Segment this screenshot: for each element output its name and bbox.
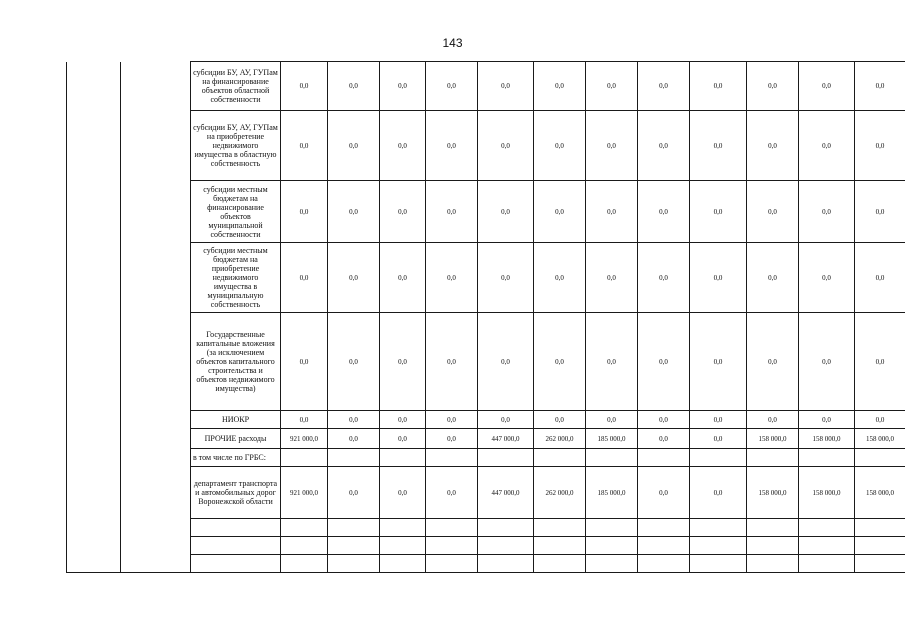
empty-cell (855, 555, 905, 573)
empty-cell (380, 519, 426, 537)
value-cell: 0,0 (586, 243, 638, 313)
empty-cell (328, 537, 380, 555)
value-cell: 0,0 (380, 313, 426, 411)
value-cell (478, 449, 534, 467)
empty-cell (426, 555, 478, 573)
value-cell: 0,0 (638, 243, 690, 313)
value-cell: 0,0 (328, 243, 380, 313)
value-cell: 0,0 (855, 243, 905, 313)
empty-cell (855, 519, 905, 537)
empty-cell (690, 519, 747, 537)
table-row (67, 62, 905, 111)
value-cell: 0,0 (747, 411, 799, 429)
value-cell: 0,0 (855, 181, 905, 243)
value-cell: 0,0 (281, 411, 328, 429)
empty-cell (281, 537, 328, 555)
value-cell (426, 449, 478, 467)
empty-cell (638, 555, 690, 573)
empty-cell (534, 519, 586, 537)
row-label: субсидии местным бюджетам на приобретение недвижимого имущества в муниципальную собственность (191, 243, 281, 313)
value-cell: 921 000,0 (281, 429, 328, 449)
value-cell: 0,0 (638, 411, 690, 429)
empty-cell (478, 537, 534, 555)
value-cell: 0,0 (690, 62, 747, 111)
value-cell: 0,0 (799, 62, 855, 111)
empty-cell (586, 537, 638, 555)
value-cell: 0,0 (478, 62, 534, 111)
value-cell: 0,0 (690, 243, 747, 313)
page-number: 143 (442, 36, 463, 50)
row-label: субсидии БУ, АУ, ГУПам на финансирование объектов областной собственности (191, 62, 281, 111)
value-cell: 0,0 (534, 111, 586, 181)
value-cell (586, 449, 638, 467)
value-cell: 158 000,0 (747, 467, 799, 519)
value-cell: 158 000,0 (799, 429, 855, 449)
value-cell: 185 000,0 (586, 429, 638, 449)
value-cell: 0,0 (690, 313, 747, 411)
value-cell: 0,0 (747, 62, 799, 111)
value-cell: 0,0 (638, 111, 690, 181)
empty-cell (328, 555, 380, 573)
empty-cell (281, 555, 328, 573)
value-cell: 0,0 (747, 181, 799, 243)
value-cell: 0,0 (534, 62, 586, 111)
empty-cell (799, 555, 855, 573)
value-cell: 0,0 (281, 313, 328, 411)
empty-cell (747, 555, 799, 573)
value-cell: 0,0 (586, 411, 638, 429)
value-cell (380, 449, 426, 467)
table-body (67, 62, 905, 573)
value-cell (638, 449, 690, 467)
value-cell: 0,0 (586, 111, 638, 181)
code-column-cell (67, 62, 121, 573)
empty-cell (426, 519, 478, 537)
value-cell: 262 000,0 (534, 429, 586, 449)
value-cell (281, 449, 328, 467)
empty-cell (638, 537, 690, 555)
value-cell: 0,0 (426, 243, 478, 313)
row-label: ПРОЧИЕ расходы (191, 429, 281, 449)
value-cell: 0,0 (426, 181, 478, 243)
value-cell: 0,0 (328, 62, 380, 111)
value-cell: 921 000,0 (281, 467, 328, 519)
value-cell: 0,0 (638, 181, 690, 243)
value-cell: 0,0 (478, 181, 534, 243)
value-cell (799, 449, 855, 467)
value-cell: 0,0 (380, 243, 426, 313)
value-cell: 0,0 (281, 243, 328, 313)
value-cell: 0,0 (328, 429, 380, 449)
value-cell: 262 000,0 (534, 467, 586, 519)
empty-cell (586, 555, 638, 573)
value-cell: 0,0 (281, 181, 328, 243)
value-cell: 0,0 (690, 181, 747, 243)
empty-cell (478, 555, 534, 573)
value-cell (534, 449, 586, 467)
value-cell: 0,0 (380, 467, 426, 519)
empty-cell (747, 519, 799, 537)
empty-cell (799, 537, 855, 555)
table-row (67, 111, 905, 181)
table-row-blank (67, 555, 905, 573)
value-cell: 0,0 (426, 111, 478, 181)
value-cell: 0,0 (328, 411, 380, 429)
table-row (67, 429, 905, 449)
empty-cell (855, 537, 905, 555)
empty-cell (380, 555, 426, 573)
empty-cell (191, 537, 281, 555)
table-row-blank (67, 519, 905, 537)
value-cell: 0,0 (747, 313, 799, 411)
value-cell: 0,0 (586, 313, 638, 411)
value-cell: 0,0 (799, 111, 855, 181)
value-cell (855, 449, 905, 467)
table-row (67, 313, 905, 411)
value-cell (747, 449, 799, 467)
value-cell: 0,0 (799, 313, 855, 411)
value-cell: 0,0 (328, 467, 380, 519)
value-cell: 0,0 (328, 313, 380, 411)
value-cell: 158 000,0 (799, 467, 855, 519)
value-cell: 0,0 (380, 411, 426, 429)
empty-cell (638, 519, 690, 537)
empty-cell (534, 537, 586, 555)
row-label: НИОКР (191, 411, 281, 429)
value-cell: 0,0 (426, 411, 478, 429)
value-cell: 0,0 (380, 111, 426, 181)
value-cell: 0,0 (328, 181, 380, 243)
value-cell: 0,0 (690, 411, 747, 429)
empty-cell (690, 555, 747, 573)
value-cell: 0,0 (747, 111, 799, 181)
value-cell: 0,0 (638, 313, 690, 411)
value-cell: 0,0 (380, 429, 426, 449)
value-cell: 0,0 (426, 429, 478, 449)
value-cell: 158 000,0 (855, 429, 905, 449)
value-cell: 0,0 (747, 243, 799, 313)
empty-cell (586, 519, 638, 537)
value-cell: 0,0 (586, 181, 638, 243)
value-cell: 0,0 (534, 411, 586, 429)
name-column-cell (121, 62, 191, 573)
value-cell: 0,0 (638, 62, 690, 111)
value-cell: 0,0 (478, 243, 534, 313)
table-row (67, 467, 905, 519)
value-cell: 0,0 (690, 467, 747, 519)
value-cell: 0,0 (478, 411, 534, 429)
value-cell: 185 000,0 (586, 467, 638, 519)
empty-cell (191, 555, 281, 573)
budget-table (66, 61, 905, 573)
value-cell: 447 000,0 (478, 467, 534, 519)
value-cell: 0,0 (534, 243, 586, 313)
value-cell (690, 449, 747, 467)
empty-cell (690, 537, 747, 555)
empty-cell (799, 519, 855, 537)
empty-cell (328, 519, 380, 537)
row-label: департамент транспорта и автомобильных дорог Воронежской области (191, 467, 281, 519)
row-label: субсидии БУ, АУ, ГУПам на приобретение недвижимого имущества в областную собственность (191, 111, 281, 181)
value-cell (328, 449, 380, 467)
value-cell: 0,0 (799, 181, 855, 243)
value-cell: 0,0 (328, 111, 380, 181)
table-row (67, 181, 905, 243)
value-cell: 0,0 (855, 111, 905, 181)
table-row (67, 449, 905, 467)
table-row (67, 243, 905, 313)
value-cell: 0,0 (281, 111, 328, 181)
row-label: в том числе по ГРБС: (191, 449, 281, 467)
empty-cell (380, 537, 426, 555)
value-cell: 0,0 (586, 62, 638, 111)
value-cell: 0,0 (855, 313, 905, 411)
value-cell: 0,0 (478, 111, 534, 181)
empty-cell (191, 519, 281, 537)
value-cell: 0,0 (426, 62, 478, 111)
value-cell: 0,0 (855, 411, 905, 429)
value-cell: 0,0 (380, 62, 426, 111)
row-label: Государственные капитальные вложения (за исключением объектов капитального строительства и объектов недвижимого имущества) (191, 313, 281, 411)
value-cell: 0,0 (534, 313, 586, 411)
value-cell: 447 000,0 (478, 429, 534, 449)
empty-cell (426, 537, 478, 555)
value-cell: 158 000,0 (855, 467, 905, 519)
value-cell: 0,0 (281, 62, 328, 111)
value-cell: 0,0 (638, 429, 690, 449)
empty-cell (747, 537, 799, 555)
value-cell: 0,0 (799, 411, 855, 429)
value-cell: 0,0 (478, 313, 534, 411)
value-cell: 158 000,0 (747, 429, 799, 449)
empty-cell (478, 519, 534, 537)
value-cell: 0,0 (690, 429, 747, 449)
empty-cell (281, 519, 328, 537)
value-cell: 0,0 (799, 243, 855, 313)
value-cell: 0,0 (534, 181, 586, 243)
row-label: субсидии местным бюджетам на финансирование объектов муниципальной собственности (191, 181, 281, 243)
empty-cell (534, 555, 586, 573)
table-row-blank (67, 537, 905, 555)
value-cell: 0,0 (638, 467, 690, 519)
value-cell: 0,0 (426, 467, 478, 519)
value-cell: 0,0 (426, 313, 478, 411)
value-cell: 0,0 (690, 111, 747, 181)
table-row (67, 411, 905, 429)
value-cell: 0,0 (855, 62, 905, 111)
value-cell: 0,0 (380, 181, 426, 243)
